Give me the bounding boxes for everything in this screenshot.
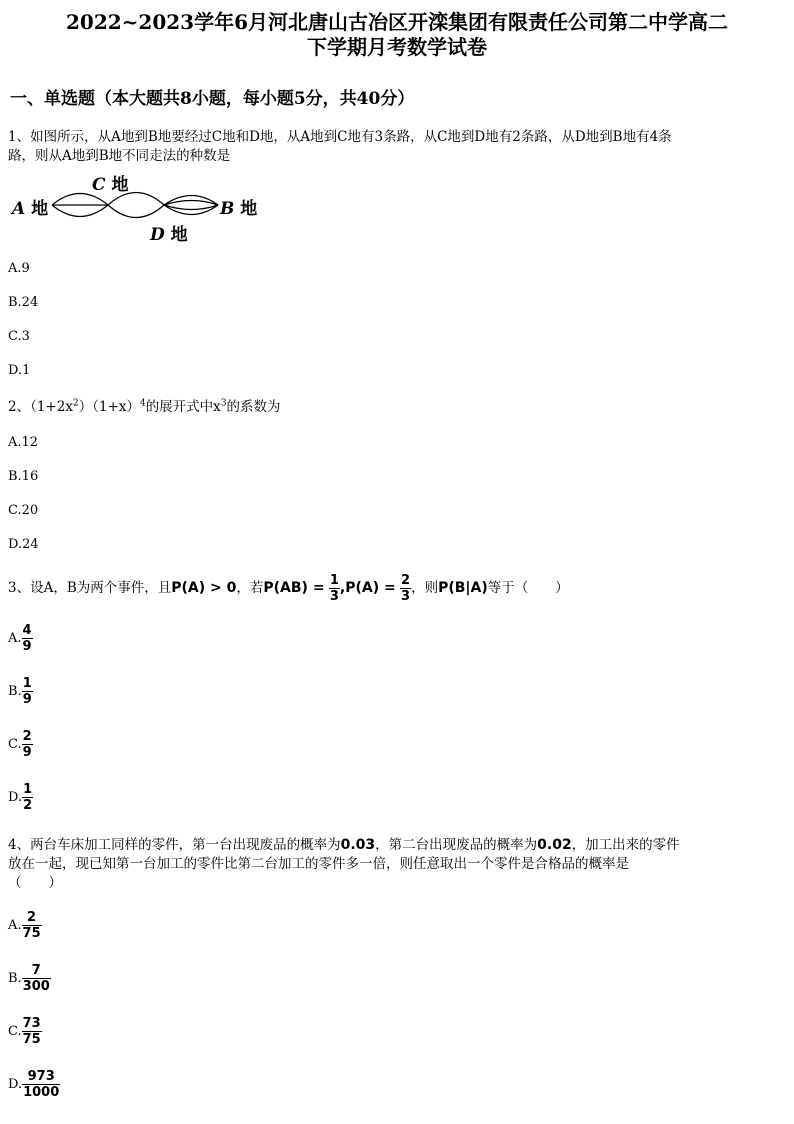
q2-option-a[interactable]: A.12 [8, 435, 39, 450]
condition-formula: P(A) > 0 [171, 580, 237, 596]
question-1-text [8, 128, 783, 166]
section-heading: 一、单选题（本大题共8小题，每小题5分，共40分） [10, 89, 415, 109]
question-4-line1: 4、两台车床加工同样的零件，第一台出现废品的概率为0.03，第二台出现废品的概率为0.02，加工出来的零件 [8, 837, 680, 853]
place-d-label: D 地 [150, 225, 188, 245]
place-b-label: B 地 [220, 199, 258, 219]
question-1-line1: 1、如图所示，从A地到B地要经过C地和D地，从A地到C地有3条路，从C地到D地有2条路，从D地到B地有4条 [8, 129, 672, 145]
fraction-two-thirds: $\frac{2}{3}$ [401, 573, 411, 604]
q4-option-c[interactable]: C. $\frac{73}{75}$ [8, 1016, 41, 1047]
question-1-line2: 路，则从A地到B地不同走法的种数是 [8, 148, 231, 164]
question-4-line3: （ ） [8, 875, 62, 891]
question-4-text [8, 836, 783, 893]
q2-option-c[interactable]: C.20 [8, 503, 39, 518]
q3-option-a[interactable]: A. $\frac{4}{9}$ [8, 623, 32, 654]
q1-option-d[interactable]: D.1 [8, 363, 31, 378]
q3-option-c[interactable]: C. $\frac{2}{9}$ [8, 729, 32, 760]
exam-title-line1: 2022~2023学年6月河北唐山古冶区开滦集团有限责任公司第二中学高二 [65, 10, 728, 34]
q1-option-a[interactable]: A.9 [8, 261, 30, 276]
q2-option-d[interactable]: D.24 [8, 537, 39, 552]
q4-option-d[interactable]: D. $\frac{973}{1000}$ [8, 1069, 60, 1100]
place-c-label: C 地 [92, 175, 129, 195]
place-a-label: A 地 [12, 199, 49, 219]
q2-option-b[interactable]: B.16 [8, 469, 39, 484]
q4-option-a[interactable]: A. $\frac{2}{75}$ [8, 910, 41, 941]
q1-option-c[interactable]: C.3 [8, 329, 30, 344]
exam-title-line2: 下学期月考数学试卷 [307, 35, 487, 59]
q4-option-b[interactable]: B. $\frac{7}{300}$ [8, 963, 50, 994]
q3-option-d[interactable]: D. $\frac{1}{2}$ [8, 782, 33, 813]
route-diagram [8, 168, 268, 244]
question-2-text: 2、$(1+2x^2)(1+x)^4$的展开式中$x^3$的系数为 [8, 398, 281, 415]
q3-option-b[interactable]: B. $\frac{1}{9}$ [8, 676, 32, 707]
question-3-text: 3、设A，B为两个事件，且P(A) > 0，若P(AB) = $\frac{1}{3}$ ,P(A) = $\frac{2}{3}$ ，则P(B|A)等于（ ） [8, 573, 569, 604]
question-4-line2: 放在一起，现已知第一台加工的零件比第二台加工的零件多一倍，则任意取出一个零件是合格品的概率是 [8, 856, 629, 872]
q1-option-b[interactable]: B.24 [8, 295, 39, 310]
fraction-one-third: $\frac{1}{3}$ [329, 573, 339, 604]
